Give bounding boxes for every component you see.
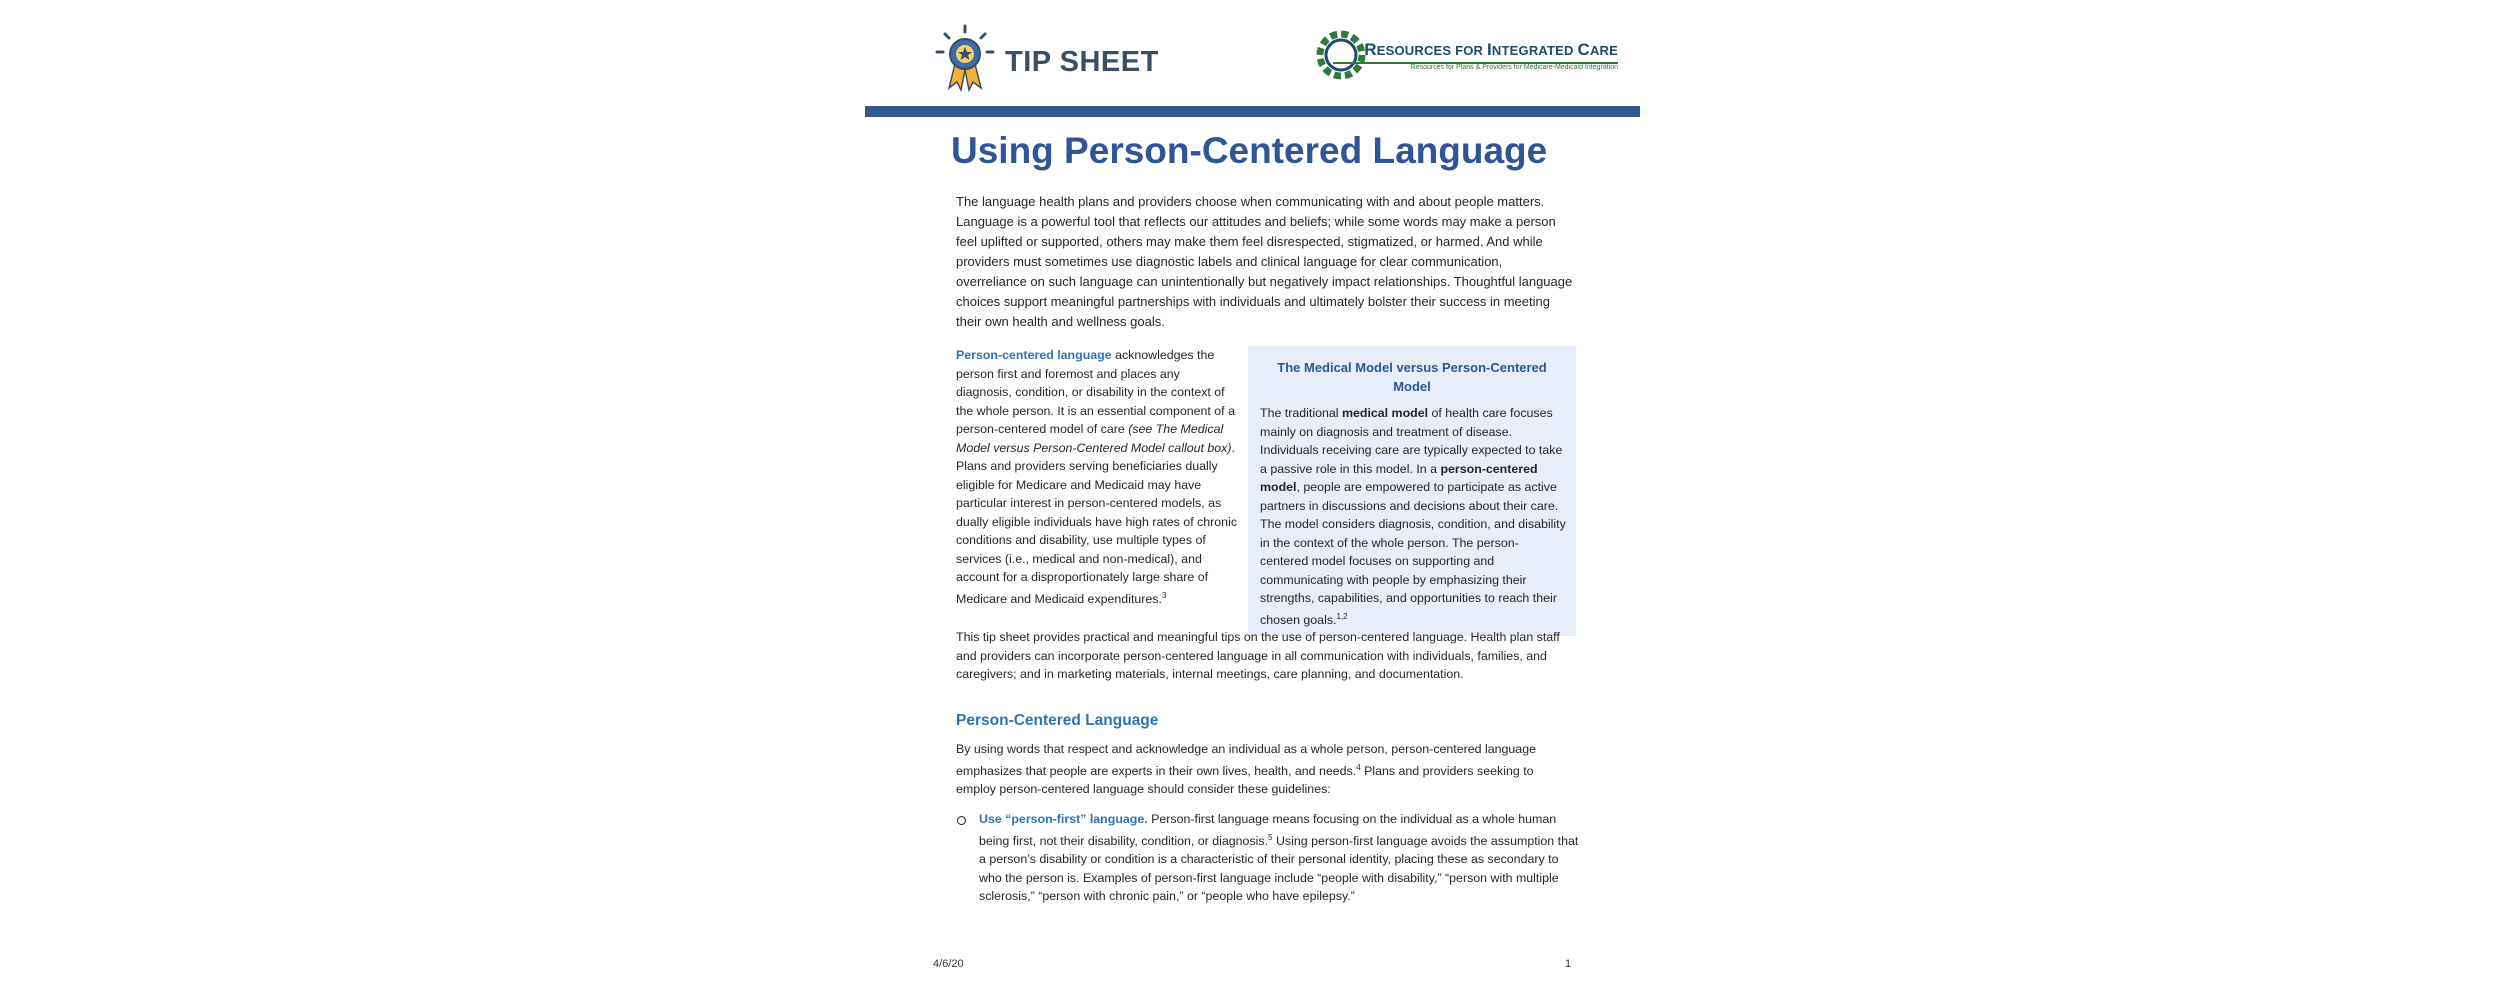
callout-text: of health care focuses mainly on diagnosis and treatment of disease. Individuals receiving care are typically expected to take a passive role in this model. In a [1260, 406, 1563, 476]
callout-box [1248, 346, 1576, 636]
section-heading: Person-Centered Language [956, 712, 1159, 729]
page-number: 1 [1565, 958, 1572, 970]
footnote-ref: 4 [1356, 762, 1361, 772]
callout-text: , people are empowered to participate as active partners in discussions and decisions about their care. The model considers diagnosis, condition, and disability in the context of the whole person. The person-centered model focuses on supporting and communicating with people by emphasizing their strengths, capabilities, and opportunities to reach their chosen goals. [1260, 480, 1566, 627]
callout-title: The Medical Model versus Person-Centered Model [1277, 360, 1547, 394]
brand-subtitle: Resources for Plans & Providers for Medicare-Medicaid Integration [1410, 64, 1618, 71]
paragraph-text: Plans and providers seeking to employ person-centered language should consider these guidelines: [956, 763, 1534, 797]
footnote-ref: 1,2 [1336, 611, 1348, 621]
tip-sheet-purpose-paragraph: This tip sheet provides practical and meaningful tips on the use of person-centered language. Health plan staff and providers can incorporate person-centered language in all communication with individuals, families, and caregivers; and in marketing materials, internal meetings, care planning, and documentation. [956, 630, 1560, 681]
award-ribbon-icon [933, 24, 997, 92]
guidelines-intro-paragraph [956, 740, 1576, 799]
guideline-bullet-item [979, 810, 1579, 906]
footnote-ref: 5 [1268, 832, 1273, 842]
term-person-centered-language: Person-centered language [956, 348, 1112, 362]
brand-title-part: ESOURCES FOR [1376, 43, 1487, 58]
footnote-ref: 3 [1161, 590, 1167, 600]
header-divider-bar [865, 106, 1640, 117]
page-title: Using Person-Centered Language [951, 130, 1548, 171]
brand-title-letter: I [1486, 40, 1492, 59]
callout-bold: medical model [1341, 406, 1429, 420]
person-centered-paragraph [956, 346, 1238, 608]
paragraph-text: By using words that respect and acknowledge an individual as a whole person, person-centered language emphasizes that people are experts in their own lives, health, and needs. [956, 742, 1536, 778]
brand-title-letter: C [1577, 40, 1590, 59]
brand-title [1333, 40, 1618, 60]
intro-paragraph: The language health plans and providers choose when communicating with and about people matters. Language is a powerful tool that reflects our attitudes and beliefs; while some words may make a person feel uplifted or supported, others may make them feel disrespected, stigmatized, or harmed. And while providers must sometimes use diagnostic labels and clinical language for clear communication, overreliance on such language can unintentionally but negatively impact relationships. Thoughtful language choices support meaningful partnerships with individuals and ultimately bolster their success in meeting their own health and wellness goals. [956, 194, 1573, 329]
paragraph-text: . Plans and providers serving beneficiaries dually eligible for Medicare and Medicaid may have particular interest in person-centered models, as dually eligible individuals have high rates of chronic conditions and disability, use multiple types of services (i.e., medical and non-medical), and account for a disproportionately large share of Medicare and Medicaid expenditures. [956, 440, 1238, 606]
guideline-term: Use “person-first” language. [979, 812, 1148, 826]
brand-title-part: NTEGRATED [1491, 43, 1578, 58]
paragraph-text: Person-first language means focusing on the individual as a whole human being first, not their disability, condition, or diagnosis. [979, 812, 1557, 848]
callout-text: The traditional [1260, 406, 1342, 420]
brand-title-letter: R [1364, 40, 1377, 59]
callout-reference: (see The Medical Model versus Person-Centered Model callout box) [956, 422, 1232, 455]
brand-title-part: ARE [1589, 43, 1618, 58]
document-page [865, 0, 1640, 1000]
footer-date: 4/6/20 [933, 958, 964, 970]
tip-sheet-label: TIP SHEET [1005, 46, 1159, 78]
callout-bold: person-centered model [1260, 461, 1538, 494]
paragraph-text: Using person-first language avoids the assumption that a person’s disability or condition is a characteristic of their personal identity, placing these as secondary to who the person is. Examples of person-first language include “people with disability,” “person with multiple sclerosis,” “person with chronic pain,” or “people who have epilepsy.” [979, 833, 1579, 904]
callout-body [1260, 404, 1566, 629]
bullet-circle-icon [957, 816, 966, 825]
paragraph-text: acknowledges the person first and foremost and places any diagnosis, condition, or disability in the context of the whole person. It is an essential component of a person-centered model of care [956, 348, 1235, 436]
